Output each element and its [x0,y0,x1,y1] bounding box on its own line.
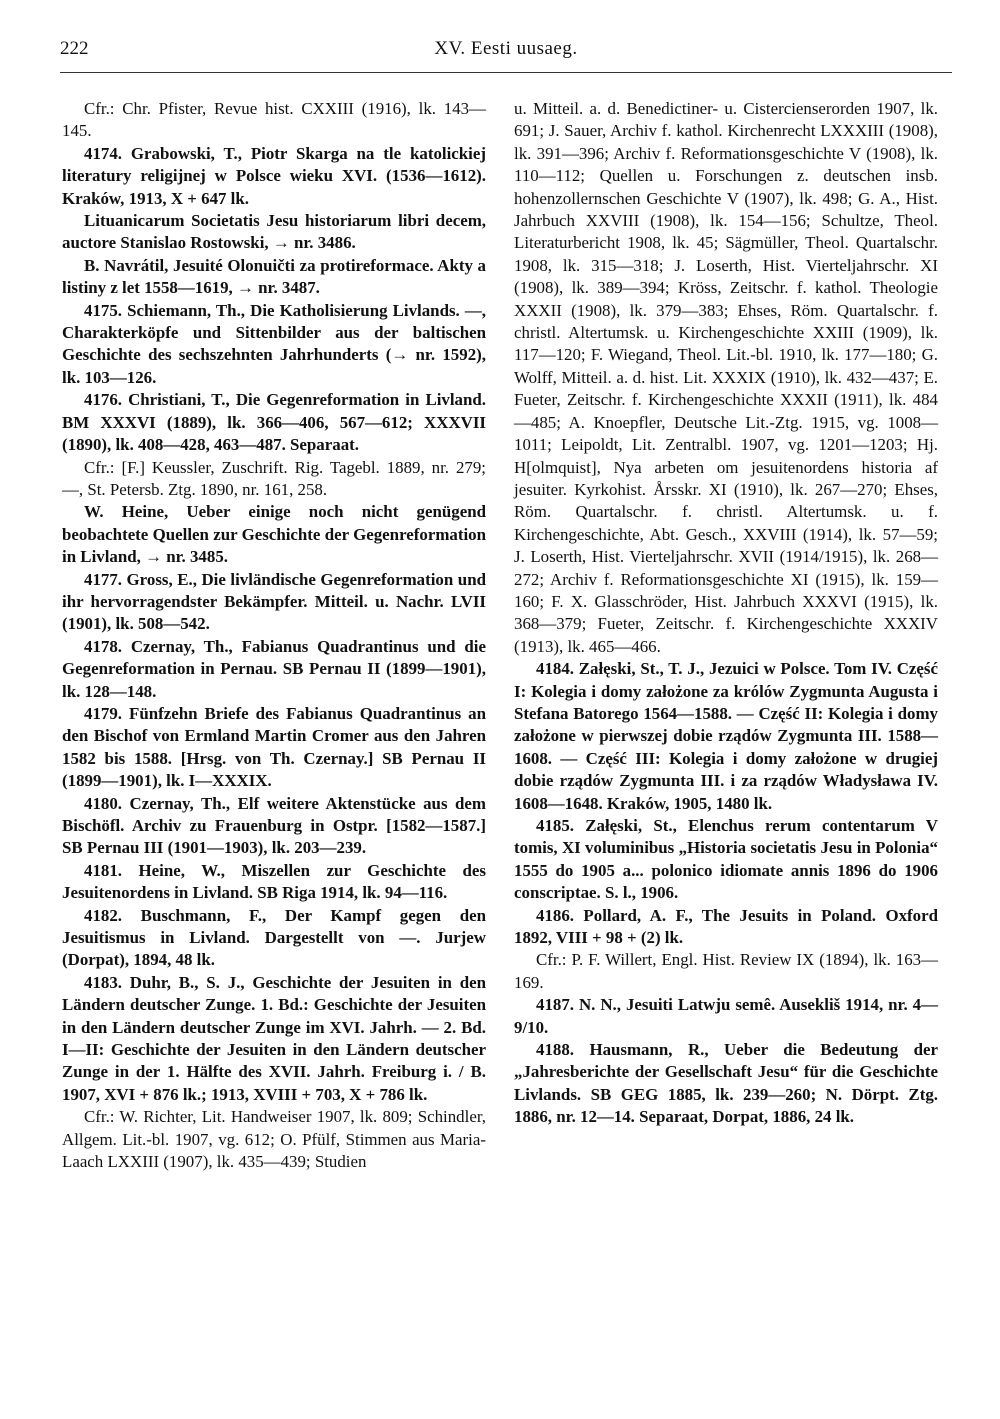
page-header [60,38,952,68]
right-column [514,98,938,1129]
bibliography-entry: 4177. Gross, E., Die livländische Gegenreformation und ihr hervorragendster Bekämpfer. Mitteil. u. Nachr. LVII (1901), lk. 508—542. [62,569,486,634]
bibliography-entry: 4185. Załęski, St., Elenchus rerum contentarum V tomis, XI voluminibus „Historia societatis Jesu in Polonia“ 1555 do 1905 a... polonico idiomate annis 1896 do 1906 conscriptae. S. l., 1906. [514,816,938,903]
bibliography-entry: 4180. Czernay, Th., Elf weitere Aktenstücke aus dem Bischöfl. Archiv zu Frauenburg in Ostpr. [1582—1587.] SB Pernau III (1901—1903), lk. 203—239. [62,793,486,858]
bibliography-entry: 4182. Buschmann, F., Der Kampf gegen den Jesuitismus in Livland. Dargestellt von —. Jurjew (Dorpat), 1894, 48 lk. [62,905,486,970]
bibliography-entry: 4176. Christiani, T., Die Gegenreformation in Livland. BM XXXVI (1889), lk. 366—406, 567—612; XXXVII (1890), lk. 408—428, 463—487. Separaat. [62,390,486,455]
bibliography-entry: 4184. Załęski, St., T. J., Jezuici w Polsce. Tom IV. Część I: Kolegia i domy założone za królów Zygmunta Augusta i Stefana Batorego 1564—1588. — Część II: Kolegia i domy założone w pierwszej dobie rządów Zygmunta III. 1588—1608. — Część III: Kolegia i domy założone w drugiej dobie rządów Zygmunta III. i za rządów Władysława IV. 1608—1648. Kraków, 1905, 1480 lk. [514,659,938,813]
bibliography-entry: 4179. Fünfzehn Briefe des Fabianus Quadrantinus an den Bischof von Ermland Martin Cromer aus den Jahren 1582 bis 1588. [Hrsg. von Th. Czernay.] SB Pernau II (1899—1901), lk. I—XXXIX. [62,703,486,791]
bibliography-entry: Cfr.: Chr. Pfister, Revue hist. CXXIII (1916), lk. 143—145. [62,99,486,141]
bibliography-entry: 4175. Schiemann, Th., Die Katholisierung Livlands. —, Charakterköpfe und Sittenbilder aus der baltischen Geschichte des sechszehnten Jahrhunderts (→ nr. 1592), lk. 103—126. [62,300,486,387]
bibliography-entry: B. Navrátil, Jesuité Olonuičti za protireformace. Akty a listiny z let 1558—1619, → nr. 3487. [62,255,486,298]
bibliography-entry: 4186. Pollard, A. F., The Jesuits in Poland. Oxford 1892, VIII + 98 + (2) lk. [514,905,938,948]
bibliography-entry: Cfr.: [F.] Keussler, Zuschrift. Rig. Tagebl. 1889, nr. 279; —, St. Petersb. Ztg. 1890, nr. 161, 258. [62,457,486,499]
left-column [62,98,486,1174]
header-rule [60,72,952,73]
bibliography-entry: 4187. N. N., Jesuiti Latwju semê. Ausekliš 1914, nr. 4—9/10. [514,995,938,1037]
bibliography-entry: Lituanicarum Societatis Jesu historiarum libri decem, auctore Stanislao Rostowski, → nr. 3486. [62,211,486,253]
bibliography-entry: Cfr.: P. F. Willert, Engl. Hist. Review IX (1894), lk. 163—169. [514,950,938,992]
bibliography-entry: 4183. Duhr, B., S. J., Geschichte der Jesuiten in den Ländern deutscher Zunge. 1. Bd.: Geschichte der Jesuiten in den Ländern deutscher Zunge im XVI. Jahrh. — 2. Bd. I—II: Geschichte der Jesuiten in den Ländern deutscher Zunge in der 1. Hälfte des XVII. Jahrh. Freiburg i. / B. 1907, XVI + 876 lk.; 1913, XVIII + 703, X + 786 lk. [62,972,486,1104]
bibliography-entry: 4188. Hausmann, R., Ueber die Bedeutung der „Jahresberichte der Gesellschaft Jesu“ für die Geschichte Livlands. SB GEG 1885, lk. 239—260; N. Dörpt. Ztg. 1886, nr. 12—14. Separaat, Dorpat, 1886, 24 lk. [514,1040,938,1127]
bibliography-entry: W. Heine, Ueber einige noch nicht genügend beobachtete Quellen zur Geschichte der Gegenreformation in Livland, → nr. 3485. [62,502,486,567]
bibliography-entry: Cfr.: W. Richter, Lit. Handweiser 1907, lk. 809; Schindler, Allgem. Lit.-bl. 1907, vg. 612; O. Pfülf, Stimmen aus Maria-Laach LXXIII (1907), lk. 435—439; Studien [62,1107,486,1172]
bibliography-entry: u. Mitteil. a. d. Benedictiner- u. Cistercienserorden 1907, lk. 691; J. Sauer, Archiv f. kathol. Kirchenrecht LXXXIII (1908), lk. 391—396; Archiv f. Reformationsgeschichte V (1908), lk. 110—112; Quellen u. Forschungen z. deutschen insb. hohenzollernschen Geschichte V (1907), lk. 498; G. A., Hist. Jahrbuch XXVIII (1908), lk. 154—156; Schultze, Theol. Literaturbericht 1908, lk. 45; Sägmüller, Theol. Quartalschr. 1908, lk. 315—318; J. Loserth, Hist. Vierteljahrschr. XI (1908), lk. 389—394; Kröss, Zeitschr. f. kathol. Theologie XXXII (1908), lk. 379—383; Ehses, Röm. Quartalschr. f. christl. Altertumsk. u. Kirchengeschichte XXIII (1909), lk. 117—120; F. Wiegand, Theol. Lit.-bl. 1910, lk. 177—180; G. Wolff, Mitteil. a. d. hist. Lit. XXXIX (1910), lk. 432—437; E. Fueter, Zeitschr. f. Kirchengeschichte XXXII (1911), lk. 484—485; A. Knoepfler, Deutsche Lit.-Ztg. 1915, vg. 1008—1011; Leipoldt, Lit. Zentralbl. 1907, vg. 1201—1203; Hj. H[olmquist], Nya arbeten om jesuitenordens historia af jesuiter. Kyrkohist. Årsskr. XI (1910), lk. 267—270; Ehses, Röm. Quartalschr. f. christl. Altertumsk. u. f. Kirchengeschichte, Abt. Gesch., XXVIII (1914), lk. 57—59; J. Loserth, Hist. Vierteljahrschr. XVII (1914/1915), lk. 268—272; Archiv f. Reformationsgeschichte XI (1915), lk. 159—160; F. X. Glasschröder, Hist. Jahrbuch XXXVI (1915), lk. 368—379; Fueter, Zeitschr. f. Kirchengeschichte XXXIV (1913), lk. 465—466. [514,99,938,656]
page-number: 222 [60,38,89,59]
bibliography-entry: 4174. Grabowski, T., Piotr Skarga na tle katolickiej literatury religijnej w Polsce wieku XVI. (1536—1612). Kraków, 1913, X + 647 lk. [62,143,486,208]
bibliography-entry: 4178. Czernay, Th., Fabianus Quadrantinus und die Gegenreformation in Pernau. SB Pernau II (1899—1901), lk. 128—148. [62,636,486,701]
bibliography-entry: 4181. Heine, W., Miszellen zur Geschichte des Jesuitenordens in Livland. SB Riga 1914, lk. 94—116. [62,860,486,903]
running-title: XV. Eesti uusaeg. [434,38,578,59]
